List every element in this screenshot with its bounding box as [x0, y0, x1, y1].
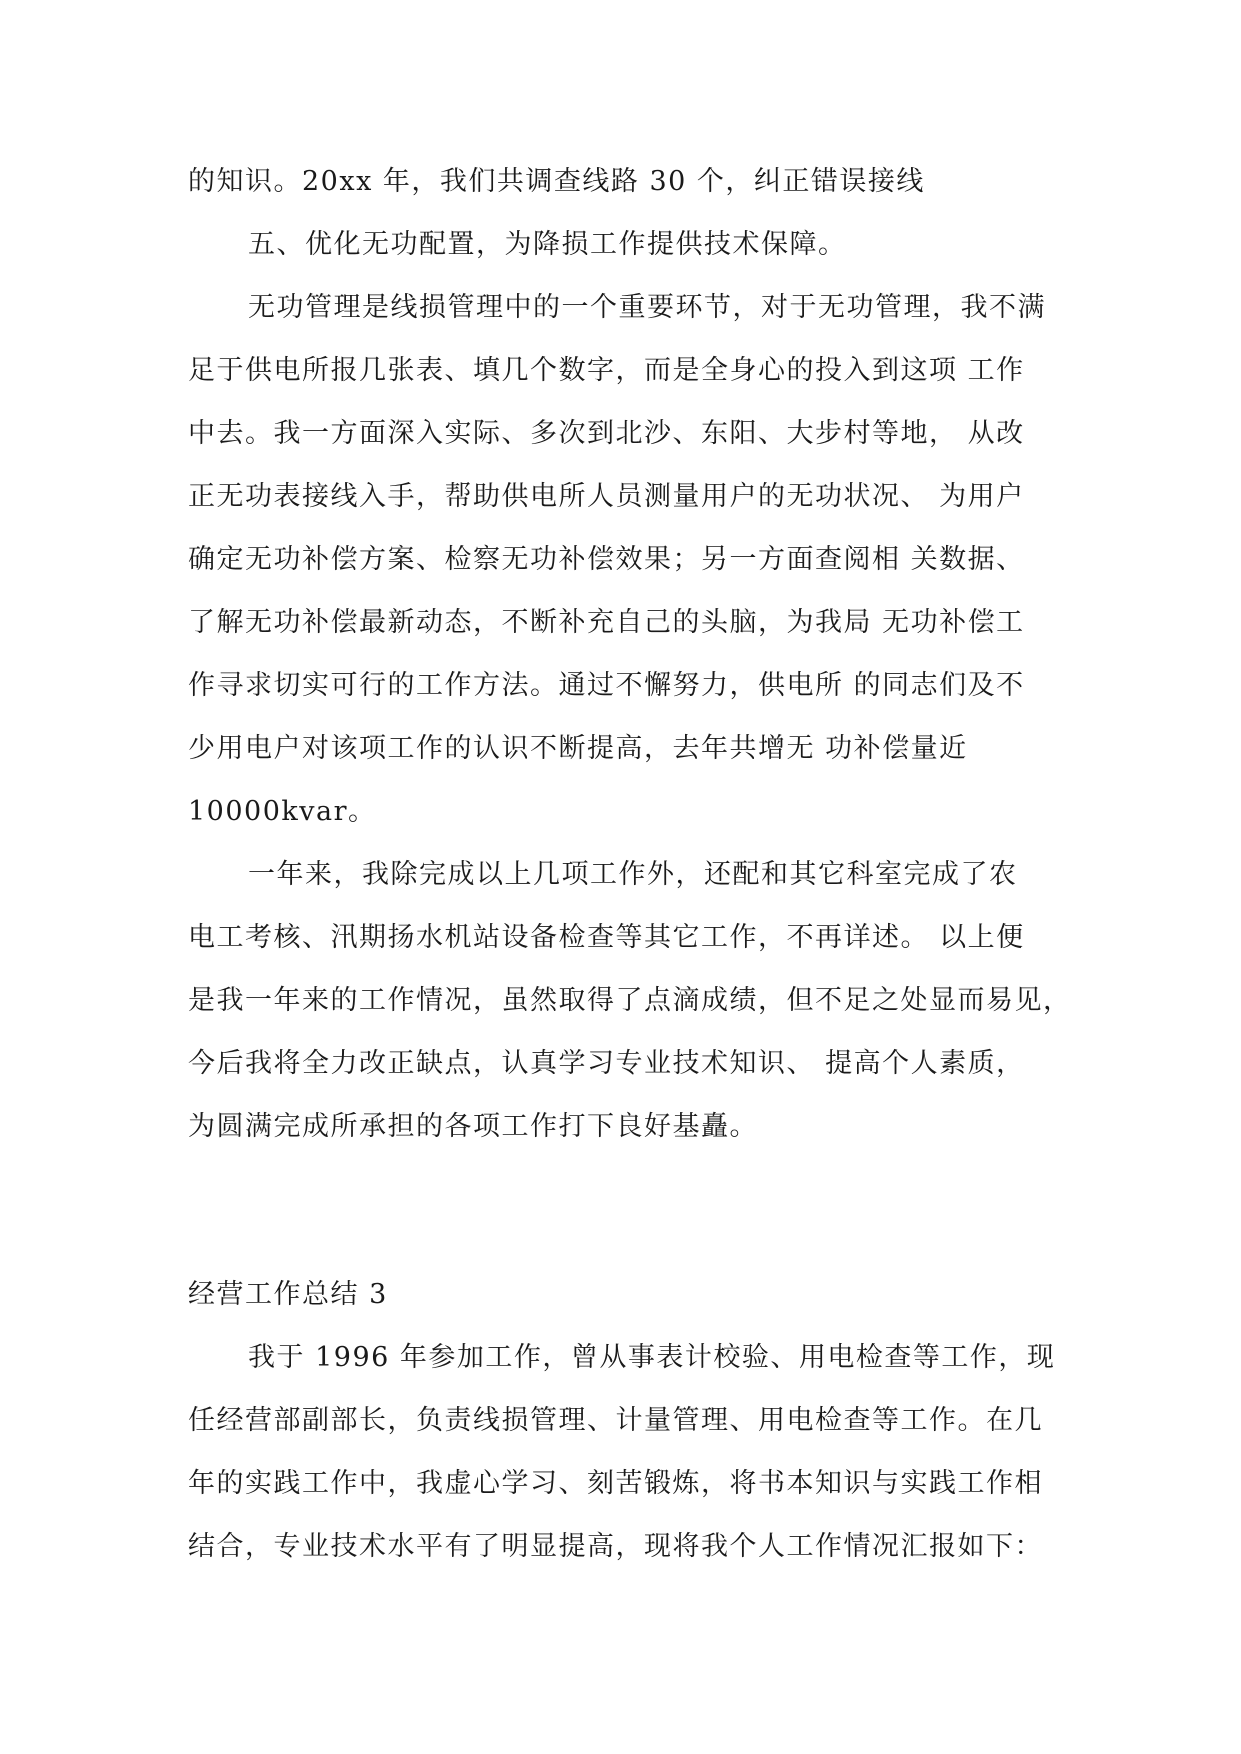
- text-line: 为圆满完成所承担的各项工作打下良好基矗。: [188, 1111, 758, 1142]
- text-line: 正无功表接线入手，帮助供电所人员测量用户的无功状况、 为用户: [188, 481, 1025, 512]
- text-line: 10000kvar。: [188, 796, 377, 827]
- text-line: 足于供电所报几张表、填几个数字，而是全身心的投入到这项 工作: [188, 355, 1025, 386]
- paragraphs-top: [188, 150, 1072, 1158]
- text-line: 五、优化无功配置，为降损工作提供技术保障。: [248, 229, 847, 260]
- text-line: 作寻求切实可行的工作方法。通过不懈努力，供电所 的同志们及不: [188, 670, 1025, 701]
- text-line: 了解无功补偿最新动态，不断补充自己的头脑，为我局 无功补偿工: [188, 607, 1025, 638]
- text-line: 我于 1996 年参加工作，曾从事表计校验、用电检查等工作，现: [248, 1342, 1056, 1373]
- text-line: 的知识。20xx 年，我们共调查线路 30 个，纠正错误接线: [188, 166, 925, 197]
- text-line: 确定无功补偿方案、检察无功补偿效果；另一方面查阅相 关数据、: [188, 544, 1025, 575]
- text-line: 是我一年来的工作情况，虽然取得了点滴成绩，但不足之处显而易见，: [188, 985, 1072, 1016]
- text-line: 少用电户对该项工作的认识不断提高，去年共增无 功补偿量近: [188, 733, 968, 764]
- text-line: 无功管理是线损管理中的一个重要环节，对于无功管理，我不满: [248, 292, 1046, 323]
- text-line: 年的实践工作中，我虚心学习、刻苦锻炼，将书本知识与实践工作相: [188, 1468, 1043, 1499]
- paragraphs-bottom: [188, 1326, 1068, 1578]
- text-line: 电工考核、汛期扬水机站设备检查等其它工作，不再详述。 以上便: [188, 922, 1025, 953]
- text-line: 任经营部副部长，负责线损管理、计量管理、用电检查等工作。在几: [188, 1405, 1043, 1436]
- text-line: 结合，专业技术水平有了明显提高，现将我个人工作情况汇报如下：: [188, 1531, 1043, 1562]
- section-heading-block: [188, 1263, 1068, 1326]
- text-line: 一年来，我除完成以上几项工作外，还配和其它科室完成了农: [248, 859, 1018, 890]
- text-line: 今后我将全力改正缺点，认真学习专业技术知识、 提高个人素质，: [188, 1048, 1025, 1079]
- text-line: 中去。我一方面深入实际、多次到北沙、东阳、大步村等地， 从改: [188, 418, 1025, 449]
- section-heading: 经营工作总结 3: [188, 1279, 388, 1310]
